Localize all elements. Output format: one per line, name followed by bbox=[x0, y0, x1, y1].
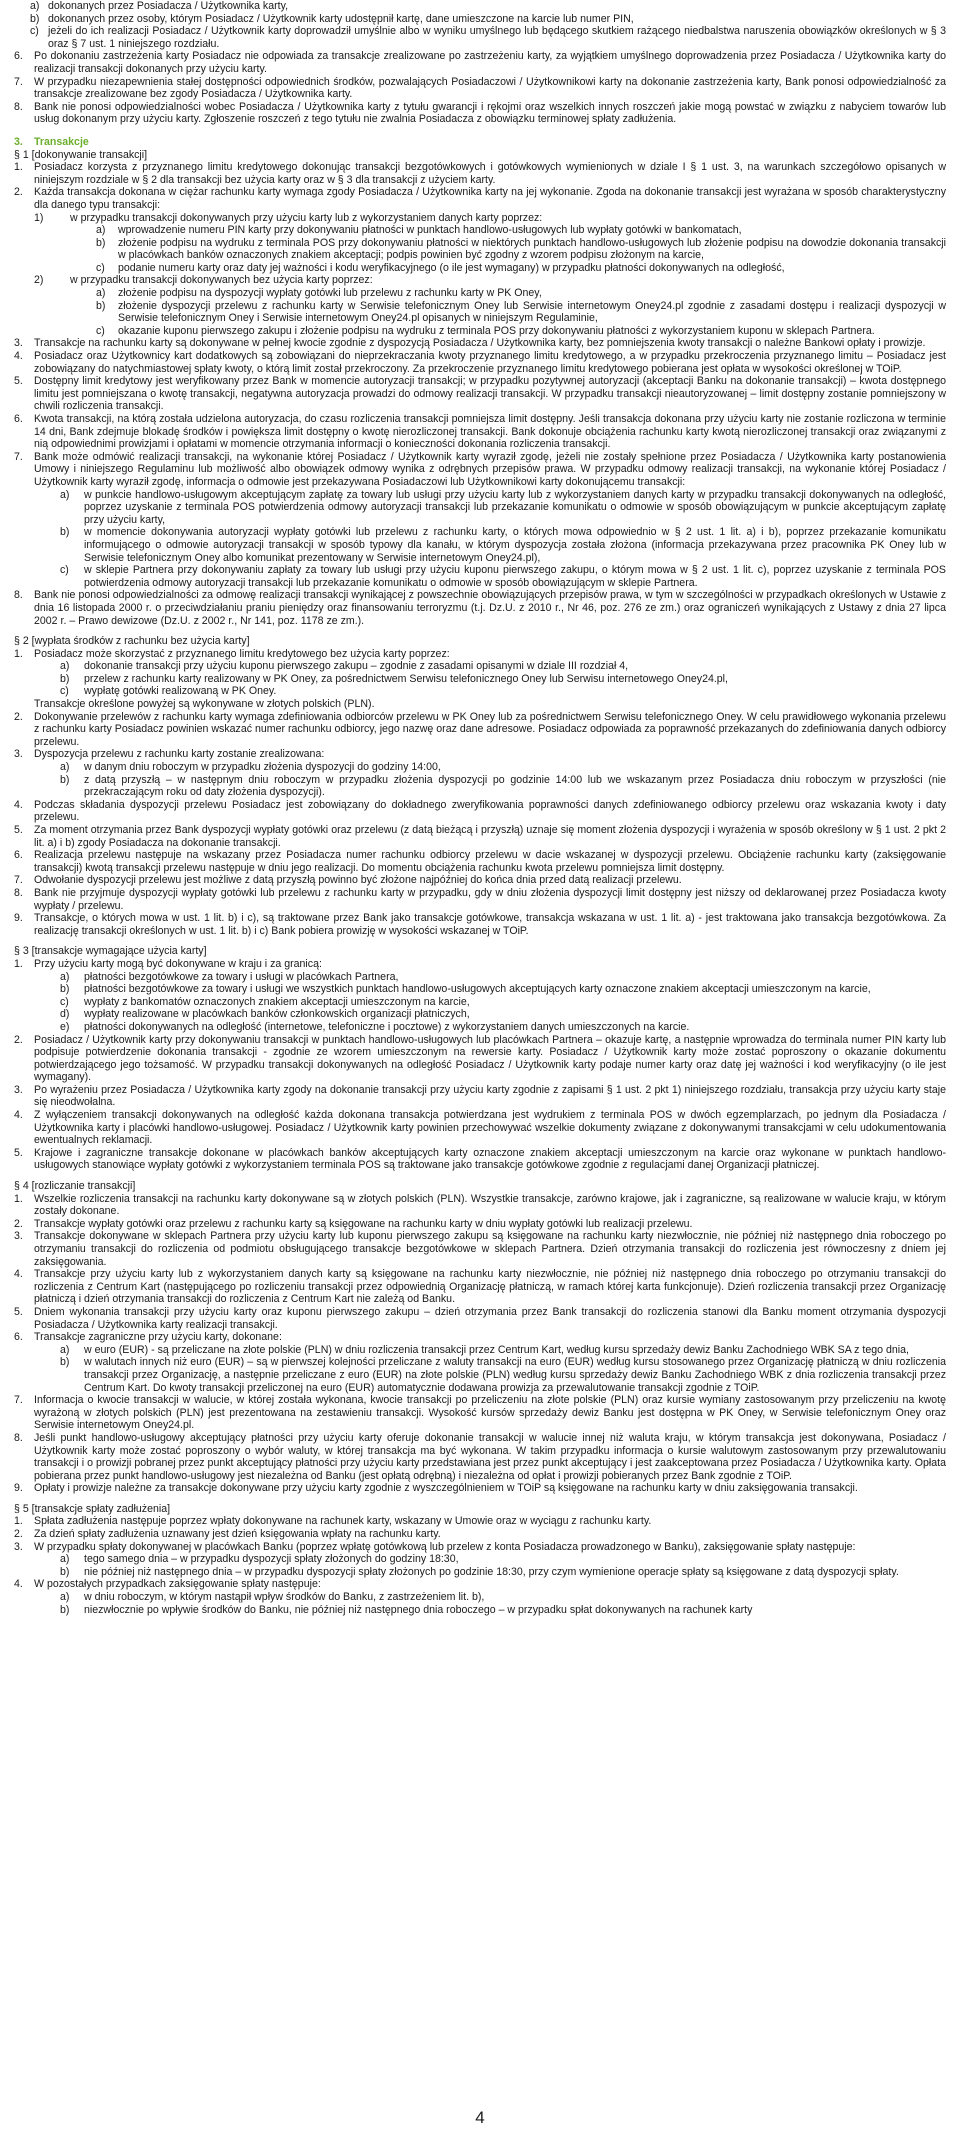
lettered-item bbox=[14, 1591, 946, 1604]
numbered-item-label: 1. bbox=[14, 1515, 23, 1528]
lettered-item bbox=[14, 287, 946, 300]
numbered-item-text: Transakcje na rachunku karty są dokonywane w pełnej kwocie zgodnie z dyspozycją Posiadacza / Użytkownika karty, bez pomniejszenia kwoty transakcji o należne Bankowi opłaty i prowizje. bbox=[34, 337, 926, 350]
numbered-item bbox=[14, 1230, 946, 1268]
numbered-item-label: 1. bbox=[14, 647, 23, 660]
numbered-item bbox=[14, 350, 946, 375]
lettered-item bbox=[14, 1344, 946, 1357]
lettered-item-label: b) bbox=[60, 1603, 70, 1616]
list-item-text: dokonanych przez Posiadacza / Użytkownika karty, bbox=[48, 0, 289, 12]
lettered-item bbox=[14, 1021, 946, 1034]
numbered-item-label: 4. bbox=[14, 1268, 23, 1281]
numbered-item-label: 7. bbox=[14, 75, 23, 88]
lettered-item-label: a) bbox=[60, 970, 70, 983]
paragraph-heading: § 5 [transakcje spłaty zadłużenia] bbox=[14, 1502, 171, 1515]
list-item bbox=[14, 13, 946, 26]
numbered-item bbox=[14, 1306, 946, 1331]
lettered-item-text: w dniu roboczym, w którym nastąpił wpływ środków do Banku, z zastrzeżeniem lit. b), bbox=[84, 1591, 485, 1604]
numbered-item-text: Posiadacz korzysta z przyznanego limitu kredytowego dokonując transakcji bezgotówkowych i gotówkowych wymienionych w dziale I § 1 ust. 3, na warunkach szczegółowo opisanych w niniejszym rozdziale w § 2 dla transakcji bez użycia karty oraz w § 3 dla transakcji z użyciem karty. bbox=[34, 161, 946, 186]
lettered-item bbox=[14, 774, 946, 799]
numbered-item bbox=[14, 1218, 946, 1231]
numbered-item-text: Po dokonaniu zastrzeżenia karty Posiadacz nie odpowiada za transakcje zrealizowane po zastrzeżeniu karty, za wyjątkiem umyślnego doprowadzenia przez Posiadacza / Użytkownika karty do realizacji transakcji dokonanych przy użyciu karty. bbox=[34, 50, 946, 75]
numbered-item-label: 8. bbox=[14, 589, 23, 602]
numbered-item-text: Bank nie przyjmuje dyspozycji wypłaty gotówki lub przelewu z rachunku karty w przypadku, gdy w dniu złożenia dyspozycji limit dostępny jest niższy od deklarowanej przez Posiadacza kwoty wypłaty / przelewu. bbox=[34, 886, 946, 912]
numbered-item-label: 7. bbox=[14, 450, 23, 463]
lettered-item-label: c) bbox=[60, 995, 69, 1008]
lettered-item-text: podanie numeru karty oraz daty jej ważności i kodu weryfikacyjnego (o ile jest wymagany) w przypadku płatności dokonywanych na odległość, bbox=[118, 261, 785, 274]
lettered-item-label: c) bbox=[60, 685, 69, 698]
lettered-item-label: a) bbox=[60, 1591, 70, 1604]
list-item-text: jeżeli do ich realizacji Posiadacz / Użytkownik karty doprowadził umyślnie albo w wyniku umyślnego lub będącego skutkiem rażącego niedbalstwa naruszenia obowiązków określonych w § 3 oraz § 7 ust. 1 niniejszego rozdziału. bbox=[48, 25, 946, 50]
numbered-item-text: W pozostałych przypadkach zaksięgowanie spłaty następuje: bbox=[34, 1578, 321, 1591]
numbered-item-label: 2. bbox=[14, 710, 23, 723]
lettered-item-label: a) bbox=[60, 488, 70, 501]
numbered-item-text: Po wyrażeniu przez Posiadacza / Użytkownika karty zgody na dokonanie transakcji przy użyciu karty zgodnie z zapisami § 1 ust. 2 pkt 1) niniejszego rozdziału, transakcja przy użyciu karty staje się nieodwołalna. bbox=[34, 1083, 946, 1109]
lettered-item bbox=[14, 660, 946, 673]
numbered-item bbox=[14, 1109, 946, 1147]
lettered-item-text: w walutach innych niż euro (EUR) – są w pierwszej kolejności przeliczane z waluty transakcji na euro (EUR) według kursu stosowanego przez Organizację płatniczą w dniu rozliczenia transakcji przez Organizację, a następnie przeliczane z euro (EUR) na złote polskie (PLN) według kursu sprzedaży dewiz Banku Zachodniego WBK z dnia rozliczenia transakcji przez Centrum Kart. Do kwoty transakcji przeliczonej na euro (EUR) automatycznie dodawana prowizja za przewalutowanie transakcji zgodnie z TOiP. bbox=[84, 1356, 946, 1394]
numbered-item-text: Bank może odmówić realizacji transakcji, na wykonanie której Posiadacz / Użytkownik karty wyraził zgodę, jeżeli nie zostały spełnione przez Posiadacza / Użytkownika karty postanowienia Umowy i niniejszego Regulaminu lub możliwość albo obowiązek odmowy wynika z odrębnych przepisów prawa. W przypadku odmowy realizacji transakcji, na wykonanie której Posiadacz / Użytkownik karty wyraził zgodę, informacja o odmowie jest przekazywana Posiadaczowi lub Użytkownikowi karty dokonującemu transakcji: bbox=[34, 450, 946, 488]
numbered-item bbox=[14, 76, 946, 101]
numbered-item bbox=[14, 1578, 946, 1591]
section-title bbox=[14, 136, 946, 149]
numbered-item bbox=[14, 413, 946, 451]
lettered-item bbox=[14, 761, 946, 774]
numbered-item-text: Przy użyciu karty mogą być dokonywane w kraju i za granicą: bbox=[34, 957, 322, 970]
lettered-item bbox=[14, 564, 946, 589]
numbered-item bbox=[14, 1084, 946, 1109]
numbered-item bbox=[14, 161, 946, 186]
numbered-item-label: 5. bbox=[14, 1146, 23, 1159]
numbered-item bbox=[14, 1515, 946, 1528]
numbered-item-text: Za moment otrzymania przez Bank dyspozycji wypłaty gotówki oraz przelewu (z datą bieżącą i przyszłą) uznaje się moment złożenia dyspozycji i wyrażenia w sposób określony w § 1 ust. 2 pkt 2 lit. a) i b) zgody Posiadacza na dokonanie transakcji. bbox=[34, 824, 946, 849]
list-item-label: b) bbox=[30, 12, 40, 25]
lettered-item bbox=[14, 1566, 946, 1579]
numbered-item-label: 9. bbox=[14, 1482, 23, 1495]
lettered-item bbox=[14, 1008, 946, 1021]
numbered-item-label: 5. bbox=[14, 824, 23, 836]
numbered-item-text: Informacja o kwocie transakcji w walucie, w której została wykonana, kwocie transakcji po przeliczeniu na złote polskie (PLN) oraz kursie wymiany zastosowanym przy przeliczeniu na kwotę wyrażoną w złotych polskich (PLN) jest prezentowana na zestawieniu transakcji. Wysokość kursów sprzedaży dewiz Banku jest dostępna w PK Oney, w Serwisie telefonicznym Oney oraz Serwisie internetowym Oney24.pl. bbox=[34, 1394, 946, 1432]
lettered-item-text: płatności bezgotówkowe za towary i usługi we wszystkich punktach handlowo-usługowych akceptujących karty oznaczone znakiem akceptacji umieszczonym na karcie, bbox=[84, 983, 871, 996]
list-item-text: dokonanych przez osoby, którym Posiadacz / Użytkownik karty udostępnił kartę, dane umieszczone na karcie lub numer PIN, bbox=[48, 12, 634, 25]
lettered-item-text: niezwłocznie po wpływie środków do Banku, nie później niż następnego dnia roboczego – w przypadku spłat dokonywanych na rachunek karty bbox=[84, 1603, 753, 1616]
numbered-item-label: 5. bbox=[14, 1305, 23, 1318]
sub-numbered-item bbox=[14, 274, 946, 287]
lettered-item-text: płatności bezgotówkowe za towary i usługi w placówkach Partnera, bbox=[84, 970, 399, 983]
lettered-item-text: wprowadzenie numeru PIN karty przy dokonywaniu płatności w punktach handlowo-usługowych lub wypłaty gotówki w bankomatach, bbox=[118, 224, 742, 237]
lettered-item-text: tego samego dnia – w przypadku dyspozycji spłaty złożonych do godziny 18:30, bbox=[84, 1553, 459, 1566]
lettered-item bbox=[14, 489, 946, 527]
numbered-item-text: Dostępny limit kredytowy jest weryfikowany przez Bank w momencie autoryzacji transakcji; w przypadku pozytywnej autoryzacji (akceptacji Banku na dokonanie transakcji) – kwota dostępnego limitu jest pomniejszana o kwotę transakcji, negatywna autoryzacja prowadzi do odmowy realizacji transakcji. W przypadku transakcji nieautoryzowanej – limit dostępny zostanie pomniejszony w chwili rozliczenia transakcji. bbox=[34, 375, 946, 413]
lettered-item-label: d) bbox=[60, 1008, 70, 1021]
lettered-item bbox=[14, 262, 946, 275]
numbered-item-label: 2. bbox=[14, 1033, 23, 1046]
numbered-item bbox=[14, 648, 946, 661]
numbered-item-text: Transakcje, o których mowa w ust. 1 lit. b) i c), są traktowane przez Bank jako transakcje gotówkowe, transakcja wskazana w ust. 1 lit. a) - jest traktowana jako transakcja bezgotówkowa. Za realizację transakcji określonych w ust. 1 lit. b) i c) Bank pobiera prowizję w wysokości wskazanej w TOiP. bbox=[34, 912, 946, 937]
lettered-item-label: a) bbox=[96, 224, 106, 237]
document-page bbox=[14, 0, 946, 1616]
lettered-item-text: wypłaty z bankomatów oznaczonych znakiem akceptacji umieszczonym na karcie, bbox=[84, 995, 470, 1008]
numbered-item bbox=[14, 874, 946, 887]
numbered-item-label: 4. bbox=[14, 798, 23, 811]
numbered-item-text: Dniem wykonania transakcji przy użyciu karty oraz kuponu pierwszego zakupu – dzień otrzymania przez Bank transakcji do rozliczenia stanowi dla Banku moment otrzymania dyspozycji Posiadacza / Użytkownika karty realizacji transakcji. bbox=[34, 1305, 946, 1331]
numbered-item-text: Bank nie ponosi odpowiedzialności za odmowę realizacji transakcji wynikającej z powszechnie obowiązujących przepisów prawa, w tym w szczególności w przypadkach określonych w Ustawie z dnia 16 listopada 2000 r. o przeciwdziałaniu praniu pieniędzy oraz finansowaniu terroryzmu (t.j. Dz.U. z 2010 r., Nr 46, poz. 276 ze zm.) oraz ograniczeń wynikających z Ustawy z dnia 27 lipca 2002 r. – Prawo dewizowe (Dz.U. z 2002 r., Nr 141, poz. 1178 ze zm.). bbox=[34, 589, 946, 627]
lettered-item-label: b) bbox=[60, 1356, 70, 1369]
numbered-item-text: Jeśli punkt handlowo-usługowy akceptujący płatności przy użyciu karty oferuje dokonanie transakcji w walucie innej niż waluta kraju, w którym transakcja jest dokonywana, Posiadacz / Użytkownik karty może zostać poproszony o wybór waluty, w której transakcja ma być wykonana. W takim przypadku informacja o kursie walutowym zastosowanym przy przewalutowaniu transakcji i o prowizji pobranej przez punkt akceptujący płatności przy użyciu karty przedstawiana jest przez punkt akceptujący i jest zaakceptowana przez Posiadacza / Użytkownika karty. Opłata pobierana przez punkt handlowo-usługowy jest niezależna od Banku (jest opłatą odrębną) i niezależna od opłat i prowizji pobieranych przez Bank zgodnie z TOiP. bbox=[34, 1431, 946, 1482]
sub-numbered-item-label: 1) bbox=[34, 211, 44, 224]
sub-numbered-item-text: w przypadku transakcji dokonywanych przy użyciu karty lub z wykorzystaniem danych karty poprzez: bbox=[70, 211, 543, 224]
lettered-item-text: w euro (EUR) - są przeliczane na złote polskie (PLN) w dniu rozliczenia transakcji przez Centrum Kart, według kursu sprzedaży dewiz Banku Zachodniego WBK SA z tego dnia, bbox=[84, 1343, 909, 1356]
numbered-item-label: 2. bbox=[14, 186, 23, 199]
lettered-item-text: w sklepie Partnera przy dokonywaniu zapłaty za towary lub usługi przy użyciu kuponu pierwszego zakupu, o którym mowa w § 2 ust. 1 lit. c), poprzez uzyskanie z terminala POS potwierdzenia odmowy autoryzacji transakcji lub przekazanie komunikatu o odmowie w sposób obowiązującym w sklepie Partnera. bbox=[84, 564, 946, 589]
list-item bbox=[14, 25, 946, 50]
sub-numbered-item-text: w przypadku transakcji dokonywanych bez użycia karty poprzez: bbox=[70, 274, 373, 287]
numbered-item-text: Odwołanie dyspozycji przelewu jest możliwe z datą przyszłą powinno być złożone najpóźniej do końca dnia przed datą realizacji przelewu. bbox=[34, 874, 682, 887]
numbered-item bbox=[14, 912, 946, 937]
numbered-item-label: 3. bbox=[14, 1540, 23, 1553]
lettered-item-label: a) bbox=[60, 761, 70, 774]
lettered-item-text: dokonanie transakcji przy użyciu kuponu pierwszego zakupu – zgodnie z zasadami opisanymi w dziale III rozdział 4, bbox=[84, 660, 629, 673]
numbered-item-label: 1. bbox=[14, 161, 23, 174]
numbered-item-label: 6. bbox=[14, 849, 23, 862]
numbered-item-label: 3. bbox=[14, 1230, 23, 1243]
lettered-item-text: okazanie kuponu pierwszego zakupu i złożenie podpisu na wydruku z terminala POS przy dokonywaniu płatności z wykorzystaniem kuponu w sklepach Partnera. bbox=[118, 324, 875, 337]
numbered-item-label: 1. bbox=[14, 1192, 23, 1205]
lettered-item-label: c) bbox=[96, 324, 105, 337]
numbered-item-label: 7. bbox=[14, 1394, 23, 1407]
lettered-item bbox=[14, 1553, 946, 1566]
lettered-item-label: b) bbox=[60, 983, 70, 996]
lettered-item bbox=[14, 996, 946, 1009]
numbered-item-text: Dokonywanie przelewów z rachunku karty wymaga zdefiniowania odbiorców przelewu w PK Oney lub za pośrednictwem Serwisu telefonicznego Oney. W celu prawidłowego wykonania przelewu z rachunku karty Posiadacz powinien wskazać numer rachunku odbiorcy, jego nazwę oraz dane adresowe. Posiadacz odpowiada za poprawność przekazanych do zdefiniowania danych odbiorcy przelewu. bbox=[34, 710, 946, 748]
list-item bbox=[14, 0, 946, 13]
numbered-item bbox=[14, 1193, 946, 1218]
numbered-item bbox=[14, 1147, 946, 1172]
numbered-item-label: 7. bbox=[14, 874, 23, 887]
numbered-item bbox=[14, 1331, 946, 1344]
lettered-item-label: c) bbox=[60, 564, 69, 577]
lettered-item-text: przelew z rachunku karty realizowany w PK Oney, za pośrednictwem Serwisu telefonicznego Oney lub Serwisu internetowego Oney24.pl, bbox=[84, 672, 728, 685]
paragraph-heading: § 4 [rozliczanie transakcji] bbox=[14, 1180, 136, 1193]
numbered-item bbox=[14, 799, 946, 824]
numbered-item-text: Spłata zadłużenia następuje poprzez wpłaty dokonywane na rachunek karty, wskazany w Umowie oraz w wyciągu z rachunku karty. bbox=[34, 1515, 652, 1528]
numbered-item-label: 6. bbox=[14, 50, 23, 63]
numbered-item bbox=[14, 50, 946, 75]
numbered-item-text: Z wyłączeniem transakcji dokonywanych na odległość każda dokonana transakcja potwierdzana jest wydrukiem z terminala POS w dwóch egzemplarzach, po jednym dla Posiadacza / Użytkownika karty i placówki handlowo-usługowej. Posiadacz / Użytkownik karty powinien przechowywać wszelkie dokumenty związane z dokonywanymi transakcjami w celu udokumentowania ewentualnych reklamacji. bbox=[34, 1109, 946, 1147]
numbered-item-text: W przypadku niezapewnienia stałej dostępności odpowiednich środków, pozwalających Posiadaczowi / Użytkownikowi karty na dokonanie zastrzeżenia karty, Bank ponosi odpowiedzialność za transakcje zrealizowane bez zgody Posiadacza / Użytkownika karty. bbox=[34, 75, 946, 101]
paragraph-heading: § 3 [transakcje wymagające użycia karty] bbox=[14, 945, 207, 958]
lettered-item-label: a) bbox=[96, 287, 106, 300]
numbered-item-text: Podczas składania dyspozycji przelewu Posiadacz jest zobowiązany do dokładnego zweryfikowania poprawności danych zdefiniowanego odbiorcy przelewu oraz wskazania kwoty i daty przelewu. bbox=[34, 798, 946, 824]
numbered-item-label: 3. bbox=[14, 337, 23, 350]
numbered-item-text: Transakcje zagraniczne przy użyciu karty, dokonane: bbox=[34, 1331, 282, 1344]
numbered-item bbox=[14, 1432, 946, 1482]
numbered-item bbox=[14, 824, 946, 849]
lettered-item-label: a) bbox=[60, 1553, 70, 1566]
lettered-item-text: płatności dokonywanych na odległość (internetowe, telefoniczne i pocztowe) z wykorzystaniem danych umieszczonych na karcie. bbox=[84, 1020, 690, 1033]
numbered-item-text: Każda transakcja dokonana w ciężar rachunku karty wymaga zgody Posiadacza / Użytkownika karty na jej wykonanie. Zgoda na dokonanie transakcji jest wyrażana w sposób charakterystyczny dla danego typu transakcji: bbox=[34, 186, 946, 211]
numbered-item-text: Za dzień spłaty zadłużenia uznawany jest dzień księgowania wpłaty na rachunku karty. bbox=[34, 1528, 441, 1541]
numbered-item-text: Posiadacz oraz Użytkownicy kart dodatkowych są zobowiązani do nieprzekraczania kwoty przyznanego limitu kredytowego, a w przypadku przekroczenia przyznanego limitu – Posiadacz jest zobowiązany do natychmiastowej spłaty kwoty, o którą limit został przekroczony. Za przekroczenie przyznanego limitu kredytowego pobierana jest opłata w wysokości określonej w TOiP. bbox=[34, 350, 946, 375]
lettered-item-label: a) bbox=[60, 660, 70, 673]
lettered-item-label: b) bbox=[60, 1565, 70, 1578]
lettered-item-label: b) bbox=[96, 236, 106, 249]
sub-numbered-item bbox=[14, 212, 946, 225]
numbered-item-label: 8. bbox=[14, 886, 23, 899]
lettered-item-label: b) bbox=[60, 672, 70, 685]
numbered-item-label: 4. bbox=[14, 350, 23, 363]
lettered-item-text: wypłaty realizowane w placówkach banków członkowskich organizacji płatniczych, bbox=[84, 1008, 470, 1021]
sub-numbered-item-label: 2) bbox=[34, 274, 44, 287]
lettered-item-text: złożenie podpisu na dyspozycji wypłaty gotówki lub przelewu z rachunku karty w PK Oney, bbox=[118, 287, 542, 300]
numbered-item-label: 1. bbox=[14, 957, 23, 970]
lettered-item bbox=[14, 1356, 946, 1394]
lettered-item-text: złożenie podpisu na wydruku z terminala POS przy dokonywaniu płatności w niektórych punktach handlowo-usługowych lub złożenie podpisu na dowodzie dokonania transakcji w placówkach banków oznaczonych znakiem akceptacji; podpis powinien być zgodny z wzorem podpisu złożonym na karcie, bbox=[118, 236, 946, 262]
numbered-item-label: 5. bbox=[14, 375, 23, 388]
lettered-item bbox=[14, 224, 946, 237]
numbered-item-text: Kwota transakcji, na którą została udzielona autoryzacja, do czasu rozliczenia transakcji pomniejsza limit dostępny. Jeśli transakcja dokonana przy użyciu karty nie zostanie rozliczona w terminie 14 dni, Bank zdejmuje blokadę środków i powiększa limit dostępny o kwotę nierozliczonej transakcji. Bank dokonuje obciążenia rachunku karty kwotą nierozliczonej transakcji oraz związanymi z nią odpowiednimi prowizjami i opłatami w momencie otrzymania informacji o konieczności dokonania rozliczenia transakcji. bbox=[34, 413, 946, 451]
lettered-item bbox=[14, 300, 946, 325]
lettered-item bbox=[14, 685, 946, 698]
numbered-item-text: Posiadacz może skorzystać z przyznanego limitu kredytowego bez użycia karty poprzez: bbox=[34, 647, 450, 660]
numbered-item-text: Dyspozycja przelewu z rachunku karty zostanie zrealizowana: bbox=[34, 748, 325, 761]
numbered-item bbox=[14, 451, 946, 489]
numbered-item-text: W przypadku spłaty dokonywanej w placówkach Banku (poprzez wpłatę gotówkową lub przelew z konta Posiadacza prowadzonego w Banku), zaksięgowanie spłaty następuje: bbox=[34, 1540, 856, 1553]
section-number: 3. bbox=[14, 135, 23, 148]
numbered-item bbox=[14, 186, 946, 211]
numbered-item-label: 4. bbox=[14, 1109, 23, 1122]
numbered-item bbox=[14, 1482, 946, 1495]
numbered-item-label: 8. bbox=[14, 100, 23, 113]
list-item-label: a) bbox=[30, 0, 40, 12]
page-number: 4 bbox=[475, 2108, 485, 2127]
paragraph-heading: § 1 [dokonywanie transakcji] bbox=[14, 148, 148, 161]
numbered-item-text: Transakcje wypłaty gotówki oraz przelewu z rachunku karty są księgowane na rachunku karty w dniu wypłaty gotówki lub realizacji przelewu. bbox=[34, 1217, 693, 1230]
numbered-item-label: 6. bbox=[14, 1331, 23, 1344]
lettered-item-label: b) bbox=[96, 299, 106, 312]
numbered-item bbox=[14, 101, 946, 126]
lettered-item bbox=[14, 325, 946, 338]
lettered-item-label: b) bbox=[60, 773, 70, 786]
numbered-item bbox=[14, 1034, 946, 1084]
numbered-item-text: Opłaty i prowizje należne za transakcje dokonywane przy użyciu karty zgodnie z wyszczególnieniem w TOiP są księgowane na rachunku karty w dniu zaksięgowania transakcji. bbox=[34, 1482, 858, 1495]
list-item-label: c) bbox=[30, 25, 39, 38]
lettered-item-text: z datą przyszłą – w następnym dniu roboczym w przypadku złożenia dyspozycji po godzinie 14:00 lub we wskazanym przez Posiadacza dniu roboczym w przyszłości (nie przekraczającym roku od daty złożenia dyspozycji). bbox=[84, 773, 946, 799]
numbered-item-label: 3. bbox=[14, 748, 23, 761]
numbered-item bbox=[14, 589, 946, 627]
numbered-item bbox=[14, 1268, 946, 1306]
numbered-item-label: 8. bbox=[14, 1431, 23, 1444]
continuation-text: Transakcje określone powyżej są wykonywane w złotych polskich (PLN). bbox=[34, 698, 375, 711]
numbered-item bbox=[14, 1528, 946, 1541]
numbered-item-label: 2. bbox=[14, 1528, 23, 1541]
numbered-item-label: 6. bbox=[14, 413, 23, 425]
lettered-item bbox=[14, 1604, 946, 1617]
lettered-item-text: w momencie dokonywania autoryzacji wypłaty gotówki lub przelewu z rachunku karty, o których mowa odpowiednio w § 2 ust. 1 lit. a) i b), poprzez przekazanie komunikatu informującego o odmowie autoryzacji transakcji w sposób typowy dla kanału, w którym dyspozycja została złożona (informacja przekazywana przez pracownika PK Oney lub w Serwisie telefonicznym Oney albo komunikat prezentowany w Serwisie internetowym Oney24.pl), bbox=[84, 526, 946, 564]
lettered-item bbox=[14, 983, 946, 996]
numbered-item bbox=[14, 1394, 946, 1432]
lettered-item-label: e) bbox=[60, 1020, 70, 1033]
numbered-item-text: Bank nie ponosi odpowiedzialności wobec Posiadacza / Użytkownika karty z tytułu gwarancji i rękojmi oraz wszelkich innych roszczeń jakie mogą powstać w związku z nabyciem towarów lub usług dokonanym przy użyciu karty. Zgłoszenie roszczeń z tego tytułu nie zwalnia Posiadacza z obowiązku terminowej spłaty zadłużenia. bbox=[34, 100, 946, 126]
paragraph-heading: § 2 [wypłata środków z rachunku bez użycia karty] bbox=[14, 635, 250, 648]
lettered-item-text: wypłatę gotówki realizowaną w PK Oney. bbox=[84, 685, 277, 698]
numbered-item-label: 9. bbox=[14, 912, 23, 925]
numbered-item-label: 2. bbox=[14, 1217, 23, 1230]
numbered-item-label: 3. bbox=[14, 1083, 23, 1096]
numbered-item bbox=[14, 375, 946, 413]
numbered-item-text: Wszelkie rozliczenia transakcji na rachunku karty dokonywane są w złotych polskich (PLN). Wszystkie transakcje, zarówno krajowe, jak i zagraniczne, są realizowane w walucie kraju, w którym zostały dokonane. bbox=[34, 1192, 946, 1218]
lettered-item-label: c) bbox=[96, 261, 105, 274]
section-title-text: Transakcje bbox=[34, 135, 89, 148]
numbered-item-label: 4. bbox=[14, 1578, 23, 1591]
numbered-item-text: Transakcje przy użyciu karty lub z wykorzystaniem danych karty są księgowane na rachunku karty niezwłocznie, nie później niż następnego dnia roboczego po otrzymaniu transakcji do rozliczenia z Centrum Kart (następującego po rozliczeniu transakcji przez odpowiednią Organizację płatniczą, w ramach której karta funkcjonuje). Dzień rozliczenia transakcji przez Organizację płatniczą i dzień otrzymania transakcji do rozliczenia z Centrum Kart nie zależą od Banku. bbox=[34, 1268, 946, 1306]
numbered-item bbox=[14, 711, 946, 749]
numbered-item-text: Krajowe i zagraniczne transakcje dokonane w placówkach banków akceptujących karty oznaczone znakiem akceptacji umieszczonym na karcie oraz wykonane w punktach handlowo-usługowych stanowiące wypłaty gotówki z wykorzystaniem terminala POS są traktowane jako transakcje gotówkowe zgodnie z regulacjami danej Organizacji płatniczej. bbox=[34, 1146, 946, 1172]
numbered-item-text: Realizacja przelewu następuje na wskazany przez Posiadacza numer rachunku odbiorcy przelewu w dacie wskazanej w dyspozycji przelewu. Obciążenie rachunku karty (zaksięgowanie transakcji) kwotą transakcji przelewu następuje w dniu jego realizacji. Do momentu obciążenia rachunku kwota przelewu pomniejsza limit dostępny. bbox=[34, 849, 946, 874]
numbered-item bbox=[14, 958, 946, 971]
numbered-item bbox=[14, 887, 946, 912]
lettered-item-text: nie później niż następnego dnia – w przypadku dyspozycji spłaty złożonych po godzinie 18:30, przy czym wymienione operacje spłaty są księgowane z datą dyspozycji spłaty. bbox=[84, 1565, 899, 1578]
lettered-item-text: w punkcie handlowo-usługowym akceptującym zapłatę za towary lub usługi przy użyciu karty lub z wykorzystaniem danych karty w przypadku transakcji dokonywanych na odległość, poprzez uzyskanie z terminala POS potwierdzenia odmowy autoryzacji transakcji lub przekazanie komunikatu o odmowie w sposób obowiązującym w punkcie akceptującym zapłatę przy użyciu karty, bbox=[84, 488, 946, 526]
lettered-item bbox=[14, 673, 946, 686]
numbered-item bbox=[14, 849, 946, 874]
lettered-item-label: b) bbox=[60, 526, 70, 539]
lettered-item-text: w danym dniu roboczym w przypadku złożenia dyspozycji do godziny 14:00, bbox=[84, 761, 441, 774]
lettered-item bbox=[14, 237, 946, 262]
lettered-item-label: a) bbox=[60, 1343, 70, 1356]
numbered-item-text: Transakcje dokonywane w sklepach Partnera przy użyciu karty lub kuponu pierwszego zakupu są księgowane na rachunku karty niezwłocznie, nie później niż następnego dnia roboczego po otrzymaniu transakcji do rozliczenia od podmiotu obsługującego transakcje bezgotówkowe w sklepach Partnera. Dzień otrzymania transakcji do rozliczenia jest równoczesny z dniem jej zaksięgowania. bbox=[34, 1230, 946, 1268]
lettered-item bbox=[14, 971, 946, 984]
numbered-item-text: Posiadacz / Użytkownik karty przy dokonywaniu transakcji w punktach handlowo-usługowych lub placówkach Partnera – okazuje kartę, a następnie wprowadza do terminala numer PIN karty lub podpisuje potwierdzenie dokonania transakcji - zgodnie ze wzorem umieszczonym na rewersie karty. Posiadacz / Użytkownik karty może zostać poproszony o okazanie dokumentu potwierdzającego jego tożsamość. W przypadku transakcji dokonywanych na odległość Posiadacz / Użytkownik karty podaje numer karty oraz datę jej ważności i kod weryfikacyjny (o ile jest wymagany). bbox=[34, 1033, 946, 1084]
numbered-item bbox=[14, 1541, 946, 1554]
lettered-item-text: złożenie dyspozycji przelewu z rachunku karty w Serwisie telefonicznym Oney lub Serwisie internetowym Oney24.pl zgodnie z zasadami dostępu i realizacji dyspozycji w Serwisie telefonicznym Oney i Serwisie internetowym Oney24.pl opisanych w niniejszym Regulaminie, bbox=[118, 299, 946, 325]
numbered-item bbox=[14, 337, 946, 350]
numbered-item bbox=[14, 748, 946, 761]
lettered-item bbox=[14, 526, 946, 564]
